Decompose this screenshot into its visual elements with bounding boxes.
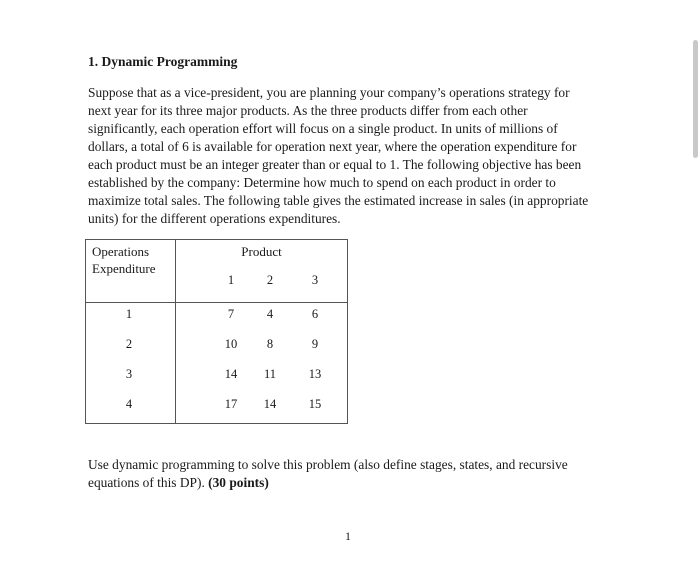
expenditure-cell: 4: [125, 397, 133, 411]
sales-cell: 11: [263, 367, 277, 381]
paragraph-line: Suppose that as a vice-president, you are planning your company’s operations strategy for: [88, 85, 570, 100]
product-col-header: 1: [227, 273, 235, 287]
product-col-header: 3: [311, 273, 319, 287]
sales-cell: 4: [266, 307, 274, 321]
points-label: (30 points): [208, 475, 269, 490]
section-heading: 1. Dynamic Programming: [88, 54, 238, 69]
scrollbar[interactable]: [693, 40, 698, 158]
expenditure-cell: 2: [125, 337, 133, 351]
sales-cell: 7: [227, 307, 235, 321]
table-divider-horizontal: [86, 302, 347, 303]
sales-cell: 8: [266, 337, 274, 351]
question-paragraph: [88, 456, 618, 492]
question-line: Use dynamic programming to solve this problem (also define stages, states, and recursive: [88, 457, 568, 472]
sales-cell: 14: [263, 397, 277, 411]
sales-cell: 15: [308, 397, 322, 411]
product-col-header: 2: [266, 273, 274, 287]
expenditure-cell: 1: [125, 307, 133, 321]
expenditure-cell: 3: [125, 367, 133, 381]
paragraph-line: significantly, each operation effort will focus on a single product. In units of millions of: [88, 121, 558, 136]
sales-cell: 14: [224, 367, 238, 381]
table-divider-vertical: [175, 240, 176, 423]
paragraph-line: units) for the different operations expenditures.: [88, 211, 341, 226]
header-operations-expenditure: Operations Expenditure: [92, 244, 156, 276]
sales-cell: 6: [311, 307, 319, 321]
sales-cell: 10: [224, 337, 238, 351]
paragraph-line: next year for its three major products. As the three products differ from each other: [88, 103, 528, 118]
header-product: Product: [241, 244, 282, 259]
sales-table: [85, 239, 348, 424]
problem-paragraph: [88, 84, 608, 228]
sales-cell: 13: [308, 367, 322, 381]
paragraph-line: dollars, a total of 6 is available for operation next year, where the operation expenditure for: [88, 139, 577, 154]
paragraph-line: maximize total sales. The following table gives the estimated increase in sales (in appropriate: [88, 193, 589, 208]
sales-cell: 17: [224, 397, 238, 411]
sales-cell: 9: [311, 337, 319, 351]
page-number: 1: [345, 529, 351, 543]
question-line: equations of this DP). (30 points): [88, 475, 269, 490]
paragraph-line: each product must be an integer greater than or equal to 1. The following objective has been: [88, 157, 582, 172]
paragraph-line: established by the company: Determine how much to spend on each product in order to: [88, 175, 556, 190]
